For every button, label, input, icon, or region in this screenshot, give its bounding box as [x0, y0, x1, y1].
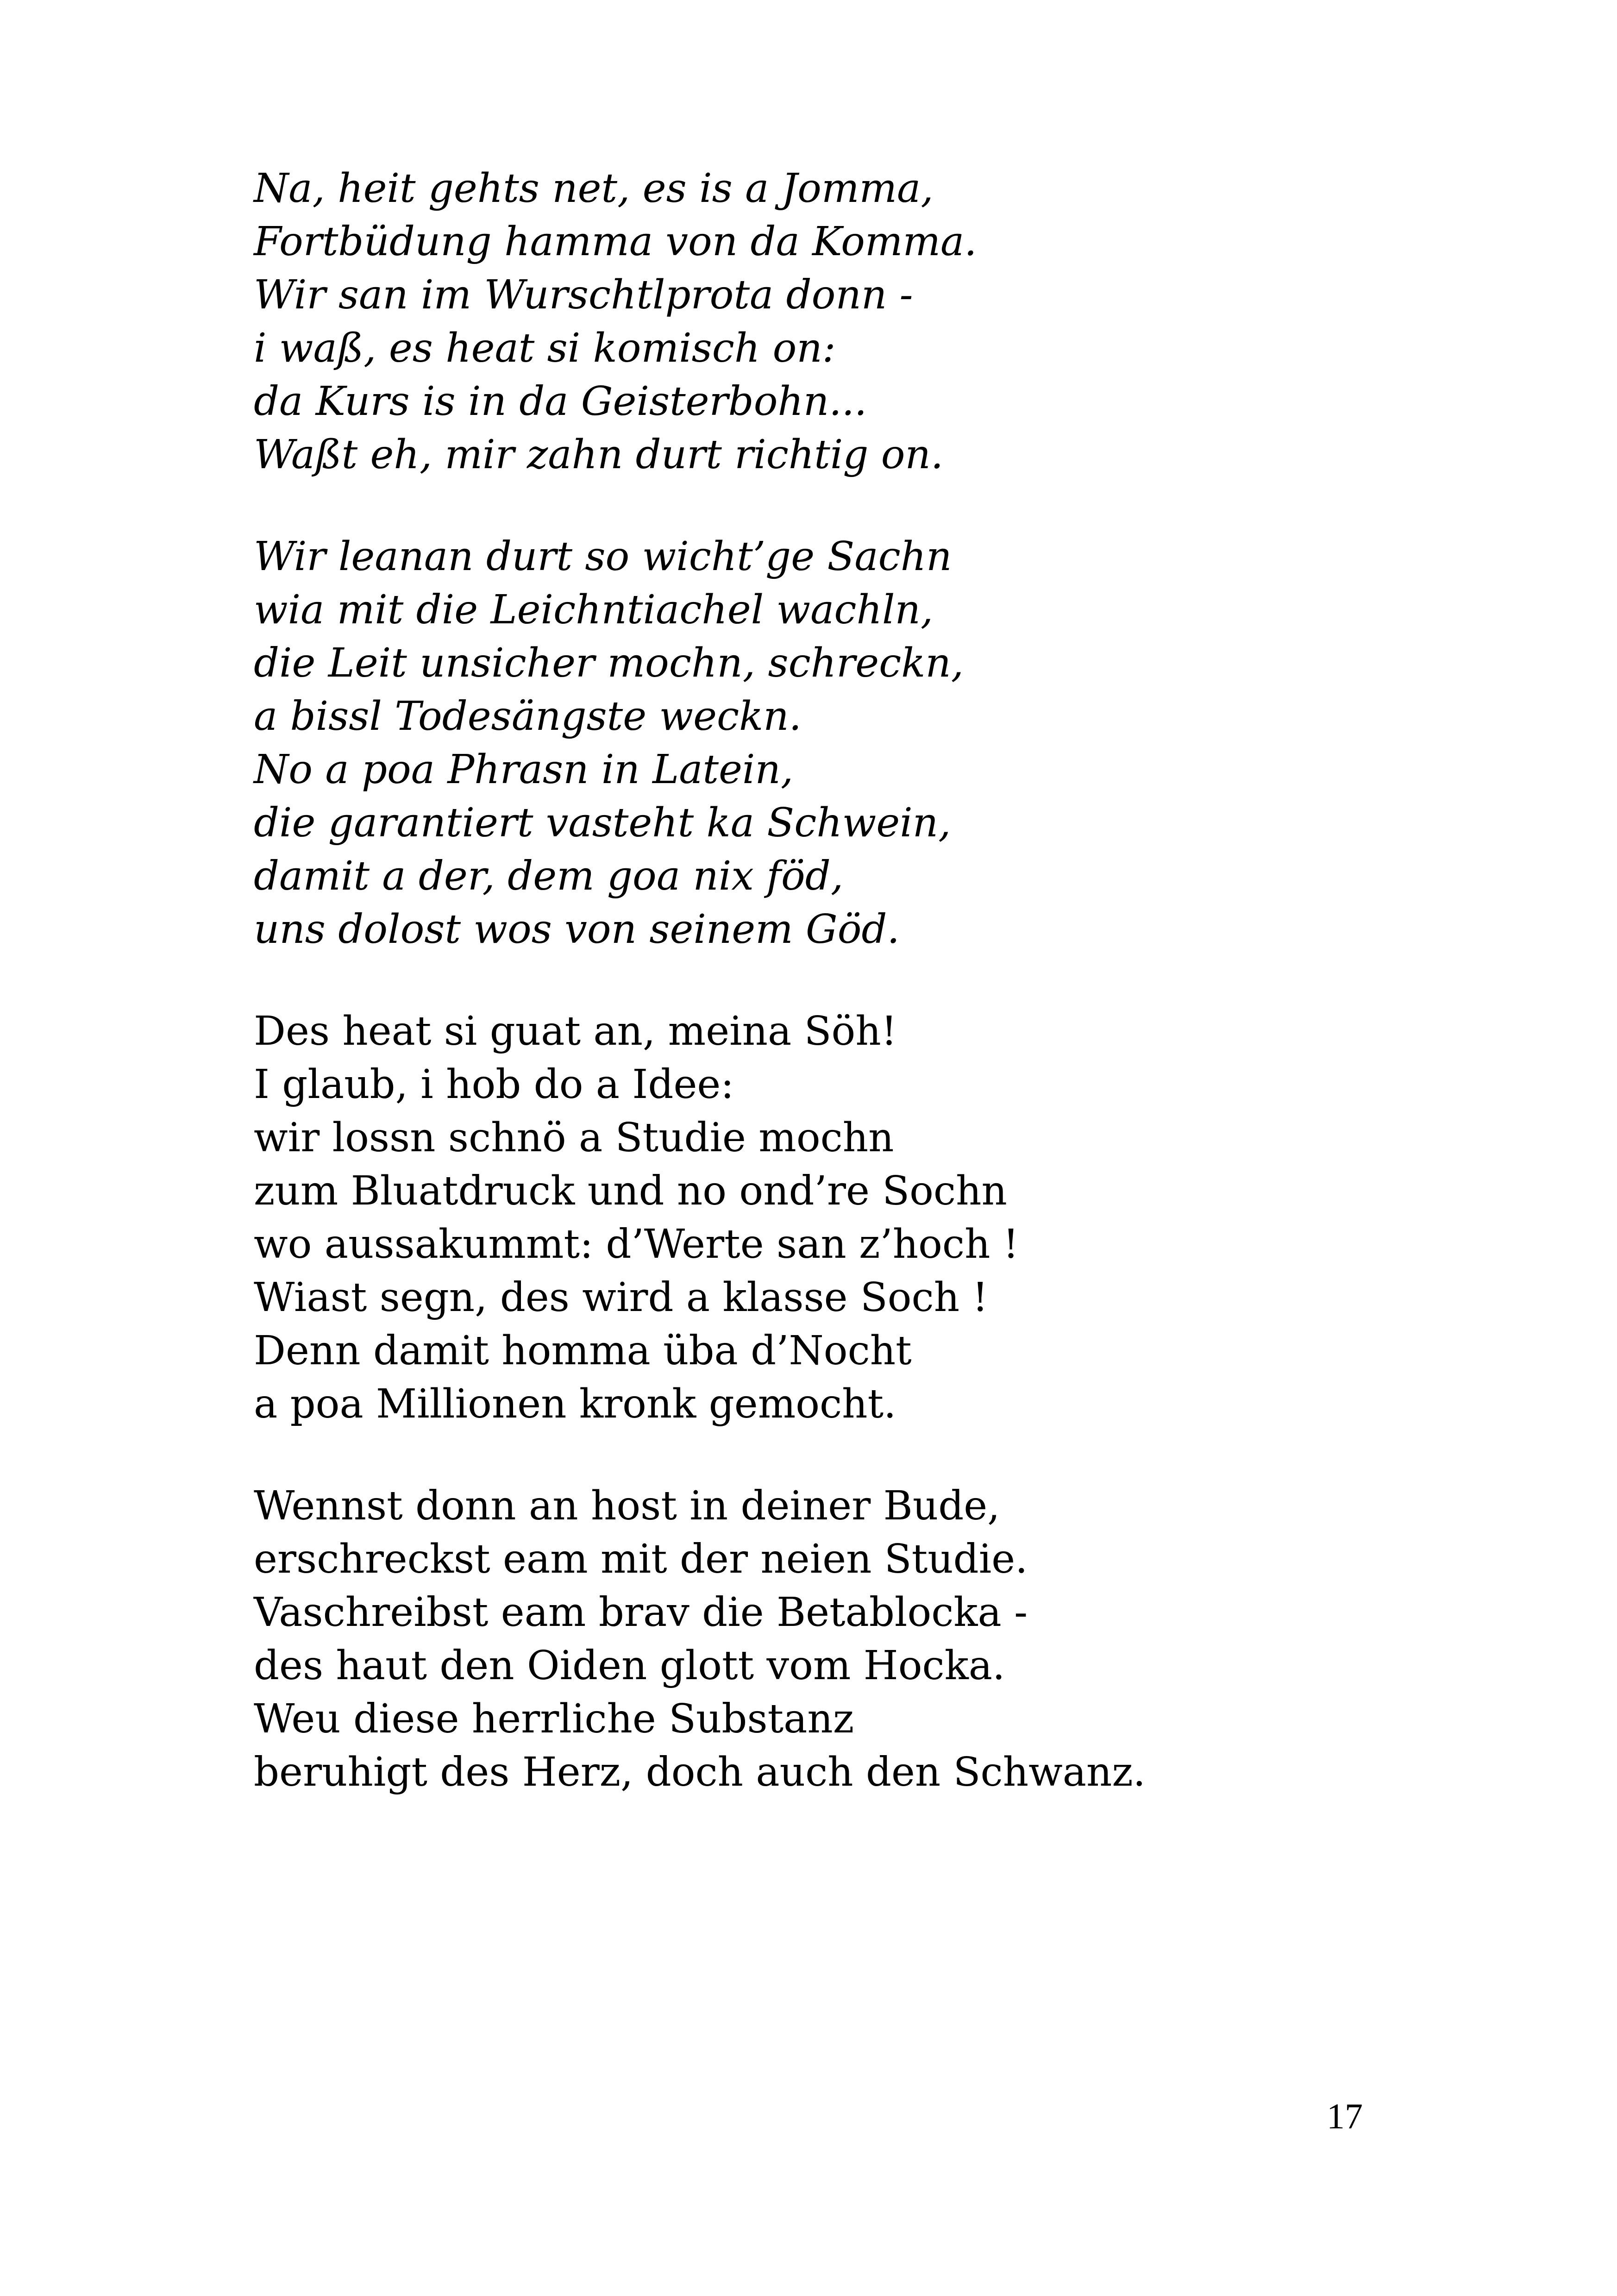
- poem-line: wia mit die Leichntiachel wachln,: [254, 587, 934, 633]
- poem-line: uns dolost wos von seinem Göd.: [254, 906, 900, 953]
- poem-line: Fortbüdung hamma von da Komma.: [254, 219, 977, 265]
- poem-line: Wennst donn an host in deiner Bude,: [254, 1483, 1000, 1529]
- stanza-2: [254, 530, 964, 956]
- stanza-4: [254, 1480, 1146, 1799]
- poem-line: Wir san im Wurschtlprota donn -: [254, 272, 913, 318]
- stanza-3: [254, 1005, 1019, 1431]
- poem-line: die Leit unsicher mochn, schreckn,: [254, 640, 964, 686]
- poem-line: Denn damit homma üba d’Nocht: [254, 1328, 912, 1374]
- poem-line: Na, heit gehts net, es is a Jomma,: [254, 165, 934, 212]
- poem-line: Wir leanan durt so wicht’ge Sachn: [254, 533, 952, 580]
- poem-line: erschreckst eam mit der neien Studie.: [254, 1536, 1028, 1582]
- poem-line: a poa Millionen kronk gemocht.: [254, 1381, 896, 1427]
- poem-line: des haut den Oiden glott vom Hocka.: [254, 1643, 1005, 1689]
- poem-line: die garantiert vasteht ka Schwein,: [254, 800, 951, 846]
- page-number: 17: [1327, 2096, 1363, 2136]
- poem-line: Vaschreibst eam brav die Betablocka -: [254, 1589, 1028, 1636]
- poem-line: Waßt eh, mir zahn durt richtig on.: [254, 432, 944, 478]
- poem-line: wo aussakummt: d’Werte san z’hoch !: [254, 1221, 1019, 1267]
- poem-line: I glaub, i hob do a Idee:: [254, 1061, 734, 1108]
- poem-line: a bissl Todesängste weckn.: [254, 693, 802, 740]
- poem-line: damit a der, dem goa nix föd,: [254, 853, 844, 899]
- poem-line: wir lossn schnö a Studie mochn: [254, 1115, 894, 1161]
- poem-line: da Kurs is in da Geisterbohn...: [254, 378, 867, 425]
- poem-line: i waß, es heat si komisch on:: [254, 325, 836, 371]
- poem-line: No a poa Phrasn in Latein,: [254, 747, 794, 793]
- stanza-1: [254, 162, 977, 482]
- poem-line: Des heat si guat an, meina Söh!: [254, 1008, 897, 1054]
- poem-line: zum Bluatdruck und no ond’re Sochn: [254, 1168, 1007, 1214]
- poem-line: Weu diese herrliche Substanz: [254, 1696, 854, 1742]
- poem-line: Wiast segn, des wird a klasse Soch !: [254, 1274, 989, 1321]
- poem-line: beruhigt des Herz, doch auch den Schwanz.: [254, 1749, 1146, 1795]
